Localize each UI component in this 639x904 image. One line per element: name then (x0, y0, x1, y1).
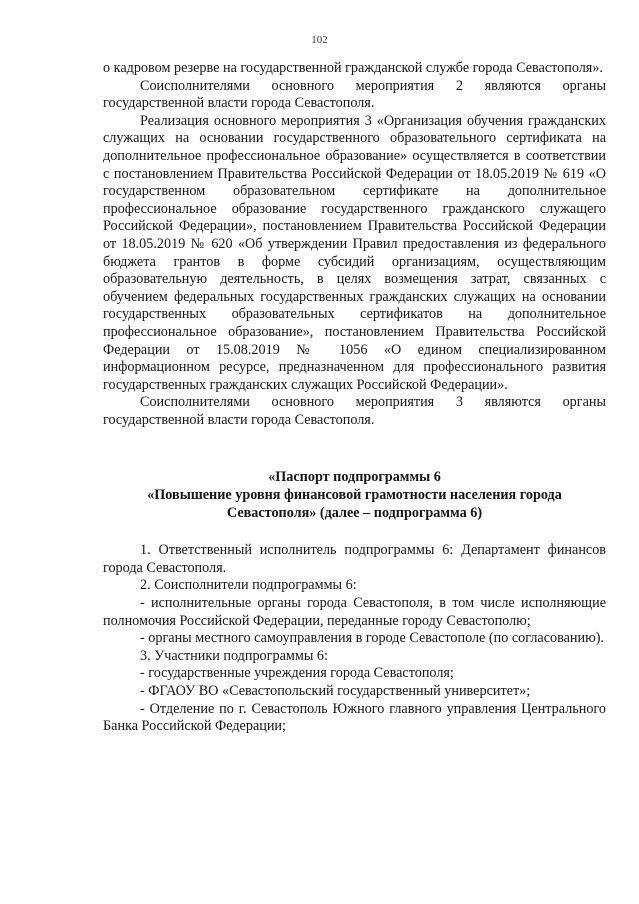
paragraph-bottom-5: 3. Участники подпрограммы 6: (140, 647, 328, 664)
paragraph-top-4: Соисполнителями основного мероприятия 3 являются органы государственной власти города Севастополя. (103, 394, 606, 428)
paragraph-bottom-8: - Отделение по г. Севастополь Южного главного управления Центрального Банка Российской Федерации; (103, 700, 606, 735)
paragraph-top-2: Соисполнителями основного мероприятия 2 являются органы государственной власти города Севастополя. (103, 77, 606, 112)
paragraph-bottom-7: - ФГАОУ ВО «Севастопольский государственный университет»; (140, 683, 531, 699)
paragraph-bottom-4: - органы местного самоуправления в городе Севастополе (по согласованию). (140, 630, 604, 647)
paragraph-top-1: о кадровом резерве на государственной гражданской службе города Севастополя». (103, 60, 603, 76)
paragraph-bottom-2: 2. Соисполнители подпрограммы 6: (140, 577, 357, 594)
page-number: 102 (311, 34, 328, 46)
paragraph-bottom-1: 1. Ответственный исполнитель подпрограммы 6: Департамент финансов города Севастополя. (103, 542, 606, 576)
section-heading (103, 469, 606, 522)
heading-line-2: «Повышение уровня финансовой грамотности населения города (147, 487, 562, 504)
paragraph-top-3: Реализация основного мероприятия 3 «Организация обучения гражданских служащих на основании государственного образовательного сертификата на дополнительное профессиональное образование» осуществляется в соответствии с постановлением Правительства Российской Федерации от 18.05.2019 № 619 «О государственном образовательном сертификате на дополнительное профессиональное образование государственного гражданского служащего Российской Федерации», постановлением Правительства Российской Федерации от 18.05.2019 № 620 «Об утверждении Правил предоставления из федерального бюджета грантов в форме субсидий организациям, осуществляющим образовательную деятельность, в целях возмещения затрат, связанных с обучением федеральных государственных гражданских служащих на основании государственных образовательных сертификатов на дополнительное профессиональное образование», постановлением Правительства Российской Федерации от 15.08.2019 № 1056 «О едином специализированном информационном ресурсе, предназначенном для профессионального развития государственных гражданских служащих Российской Федерации». (103, 112, 606, 393)
paragraph-bottom-3: - исполнительные органы города Севастополя, в том числе исполняющие полномочия Российской Федерации, переданные городу Севастополю; (103, 595, 606, 629)
heading-line-3: Севастополя» (далее – подпрограмма 6) (226, 504, 483, 521)
heading-line-1: «Паспорт подпрограммы 6 (268, 469, 441, 486)
document-body (103, 60, 606, 736)
paragraph-bottom-6: - государственные учреждения города Севастополя; (140, 665, 454, 682)
